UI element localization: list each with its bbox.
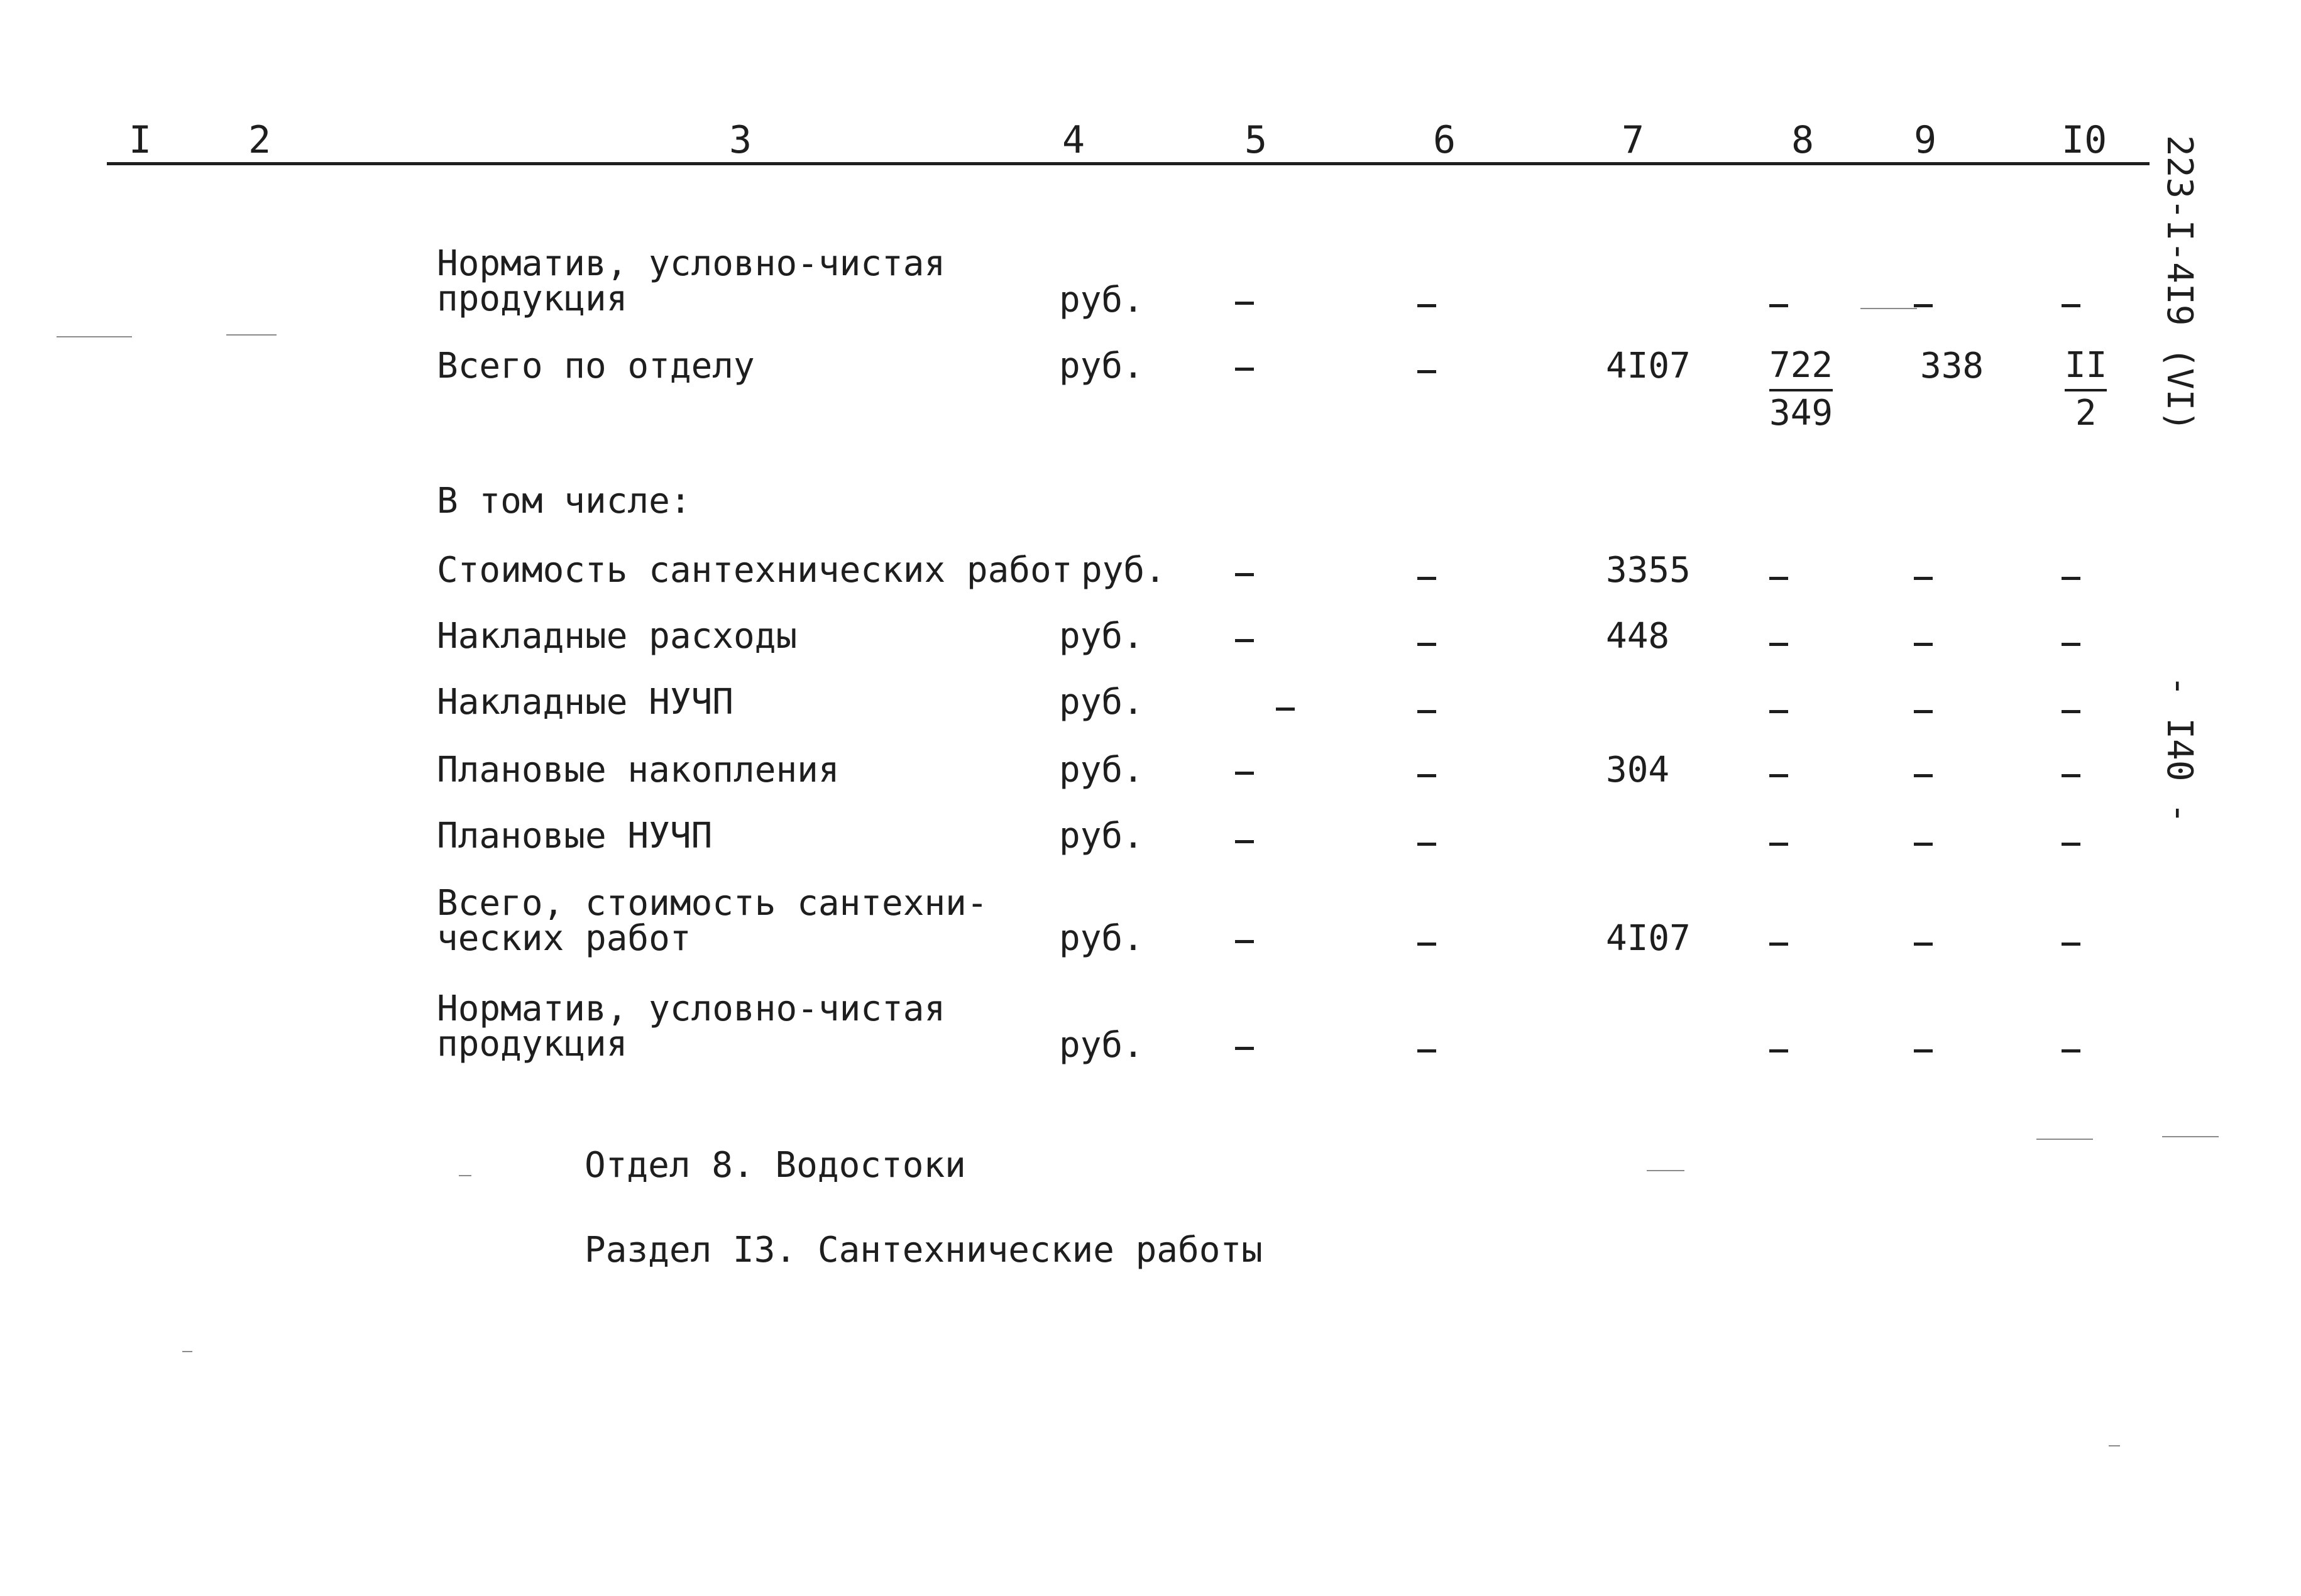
table-row (0, 988, 2301, 1067)
dash-col6 (1417, 943, 1436, 946)
table-row (0, 816, 2301, 894)
dash-col8 (1769, 577, 1788, 580)
table-row (0, 243, 2301, 322)
row-unit: руб. (1059, 616, 1144, 657)
value-col7: 4I07 (1606, 346, 1691, 386)
dash-col8 (1769, 1049, 1788, 1052)
col-header-7: 7 (1622, 118, 1645, 162)
scan-speck (459, 1175, 471, 1176)
row-unit: руб. (1081, 550, 1166, 591)
dash-col9 (1914, 643, 1933, 646)
dash-col9 (1914, 577, 1933, 580)
department-heading: Отдел 8. Водостоки (585, 1145, 966, 1186)
dash-col9 (1914, 304, 1933, 307)
row-label: В том числе: (437, 481, 691, 522)
dash-col10 (2062, 943, 2080, 946)
dash-col10 (2062, 843, 2080, 846)
scan-speck (1647, 1170, 1684, 1171)
table-row (0, 883, 2301, 961)
dash-col5 (1235, 772, 1254, 775)
dash-col10 (2062, 304, 2080, 307)
dash-col6 (1417, 1049, 1436, 1052)
dash-col8 (1769, 710, 1788, 713)
dash-col10 (2062, 1049, 2080, 1052)
scan-speck (2162, 1136, 2219, 1137)
dash-col5 (1235, 368, 1254, 371)
dash-col6 (1417, 843, 1436, 846)
side-document-code: 223-I-4I9 (VI) (2159, 135, 2200, 432)
row-unit: руб. (1059, 750, 1144, 790)
table-row (0, 682, 2301, 760)
row-label-line1: Норматив, условно-чистая (437, 243, 946, 284)
row-unit: руб. (1059, 346, 1144, 386)
dash-col5 (1235, 940, 1254, 943)
table-row (0, 550, 2301, 628)
row-label: Плановые НУЧП (437, 816, 713, 856)
col-header-1: I (129, 118, 152, 162)
row-label (437, 243, 946, 319)
dash-col5 (1235, 840, 1254, 843)
scan-speck (1860, 308, 1917, 309)
row-unit: руб. (1059, 280, 1144, 320)
dash-col8 (1769, 774, 1788, 777)
dash-col5 (1235, 639, 1254, 642)
row-label-line2: продукция (437, 278, 628, 319)
table-row (0, 750, 2301, 828)
col-header-9: 9 (1914, 118, 1937, 162)
row-unit: руб. (1059, 918, 1144, 959)
dash-col6 (1417, 304, 1436, 307)
dash-col8 (1769, 643, 1788, 646)
dash-col6 (1417, 370, 1436, 373)
col-header-5: 5 (1244, 118, 1268, 162)
value-col7: 4I07 (1606, 918, 1691, 959)
dash-col8 (1769, 843, 1788, 846)
row-label: Всего по отделу (437, 346, 755, 386)
fraction-col8-top: 722 (1769, 344, 1833, 391)
dash-col9 (1914, 843, 1933, 846)
dash-col8 (1769, 943, 1788, 946)
row-label (437, 883, 988, 959)
dash-col6 (1417, 577, 1436, 580)
table-row (0, 481, 2301, 559)
scan-speck (226, 334, 277, 336)
dash-col10 (2062, 643, 2080, 646)
section-heading: Раздел I3. Сантехнические работы (585, 1230, 1263, 1271)
row-label-line1: Норматив, условно-чистая (437, 988, 946, 1029)
row-label-line1: Всего, стоимость сантехни- (437, 883, 988, 924)
table-row (0, 345, 2301, 443)
dash-col5 (1276, 708, 1295, 711)
dash-col9 (1914, 774, 1933, 777)
col-header-3: 3 (729, 118, 752, 162)
row-label: Накладные НУЧП (437, 682, 734, 723)
dash-col6 (1417, 774, 1436, 777)
row-label (437, 988, 946, 1064)
fraction-col10-top: II (2065, 344, 2107, 391)
dash-col9 (1914, 943, 1933, 946)
dash-col9 (1914, 710, 1933, 713)
row-unit: руб. (1059, 816, 1144, 856)
dash-col5 (1235, 1047, 1254, 1050)
dash-col10 (2062, 710, 2080, 713)
scan-speck (182, 1351, 192, 1352)
dash-col10 (2062, 774, 2080, 777)
dash-col5 (1235, 573, 1254, 576)
dash-col5 (1235, 302, 1254, 305)
fraction-col10-bottom: 2 (2075, 393, 2097, 434)
col-header-6: 6 (1433, 118, 1456, 162)
scan-speck (57, 336, 132, 337)
scan-speck (2036, 1139, 2093, 1140)
fraction-col10 (2065, 344, 2107, 435)
value-col9: 338 (1920, 346, 1984, 386)
dash-col6 (1417, 643, 1436, 646)
row-label: Плановые накопления (437, 750, 840, 790)
dash-col8 (1769, 304, 1788, 307)
dash-col6 (1417, 710, 1436, 713)
header-rule (107, 162, 2150, 165)
col-header-8: 8 (1791, 118, 1815, 162)
row-label-line2: ческих работ (437, 918, 691, 959)
value-col7: 448 (1606, 616, 1670, 657)
table-row (0, 616, 2301, 694)
dash-col10 (2062, 577, 2080, 580)
row-unit: руб. (1059, 1025, 1144, 1066)
value-col7: 304 (1606, 750, 1670, 790)
scan-speck (2109, 1445, 2120, 1446)
row-label-line2: продукция (437, 1024, 628, 1064)
row-label: Стоимость сантехнических работ (437, 550, 1073, 591)
col-header-2: 2 (248, 118, 272, 162)
fraction-col8-bottom: 349 (1769, 393, 1833, 434)
fraction-col8 (1769, 344, 1833, 435)
side-page-number: - I40 - (2159, 675, 2200, 824)
row-label: Накладные расходы (437, 616, 798, 657)
col-header-10: I0 (2062, 118, 2107, 162)
row-unit: руб. (1059, 682, 1144, 723)
dash-col9 (1914, 1049, 1933, 1052)
col-header-4: 4 (1062, 118, 1085, 162)
value-col7: 3355 (1606, 550, 1691, 591)
